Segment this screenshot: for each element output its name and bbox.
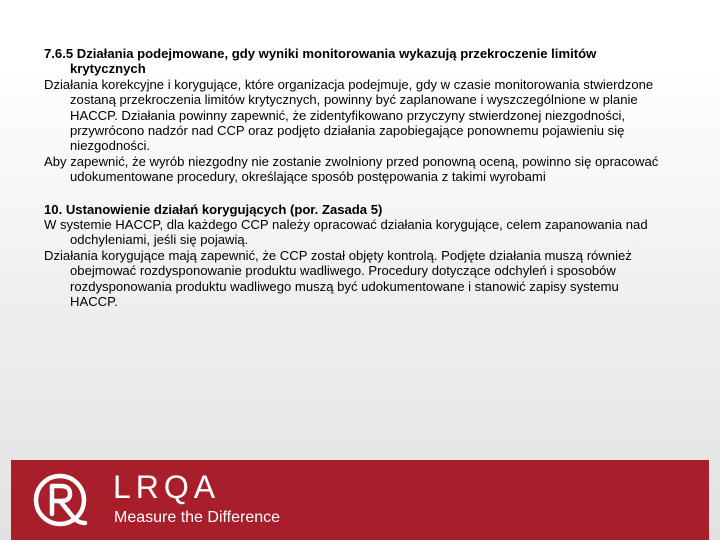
brand-tagline: Measure the Difference bbox=[114, 509, 281, 526]
spacer bbox=[44, 185, 662, 202]
paragraph-nonconforming-product: Aby zapewnić, że wyrób niezgodny nie zostanie zwolniony przed ponowną oceną, powinno się opracować udokumentowane procedury, określające sposób postępowania z takimi wyrobami bbox=[44, 153, 659, 185]
paragraph-corrective-actions: Działania korekcyjne i korygujące, które organizacja podejmuje, gdy w czasie monitorowania stwierdzone zostaną przekroczenia limitów krytycznych, powinny być zaplanowane i wyszczególnione w planie HACCP. Działania powinny zapewnić, że zidentyfikowano przyczyny stwierdzonej niezgodności, przywrócono nadzór nad CCP oraz podjęto działania zapobiegające ponownemu pojawieniu się niezgodności. bbox=[44, 76, 654, 154]
section-heading-10: 10. Ustanowienie działań korygujących (por. Zasada 5) bbox=[44, 201, 383, 217]
slide-content bbox=[44, 46, 662, 310]
paragraph-haccp-ccp: W systemie HACCP, dla każdego CCP należy opracować działania korygujące, celem zapanowania nad odchyleniami, jeśli się pojawią. bbox=[44, 217, 648, 248]
lr-monogram-icon bbox=[30, 467, 98, 535]
brand-name: LRQA bbox=[113, 469, 221, 505]
footer-banner bbox=[11, 460, 709, 540]
section-heading-7-6-5: 7.6.5 Działania podejmowane, gdy wyniki monitorowania wykazują przekroczenie limitów krytycznych bbox=[44, 46, 597, 77]
paragraph-corrective-control: Działania korygujące mają zapewnić, że CCP został objęty kontrolą. Podjęte działania muszą również obejmować rozdysponowanie produktu wadliwego. Procedury dotyczące odchyleń i sposobów rozdysponowania produktu wadliwego muszą być udokumentowane i stanowić zapisy systemu HACCP. bbox=[44, 247, 632, 310]
